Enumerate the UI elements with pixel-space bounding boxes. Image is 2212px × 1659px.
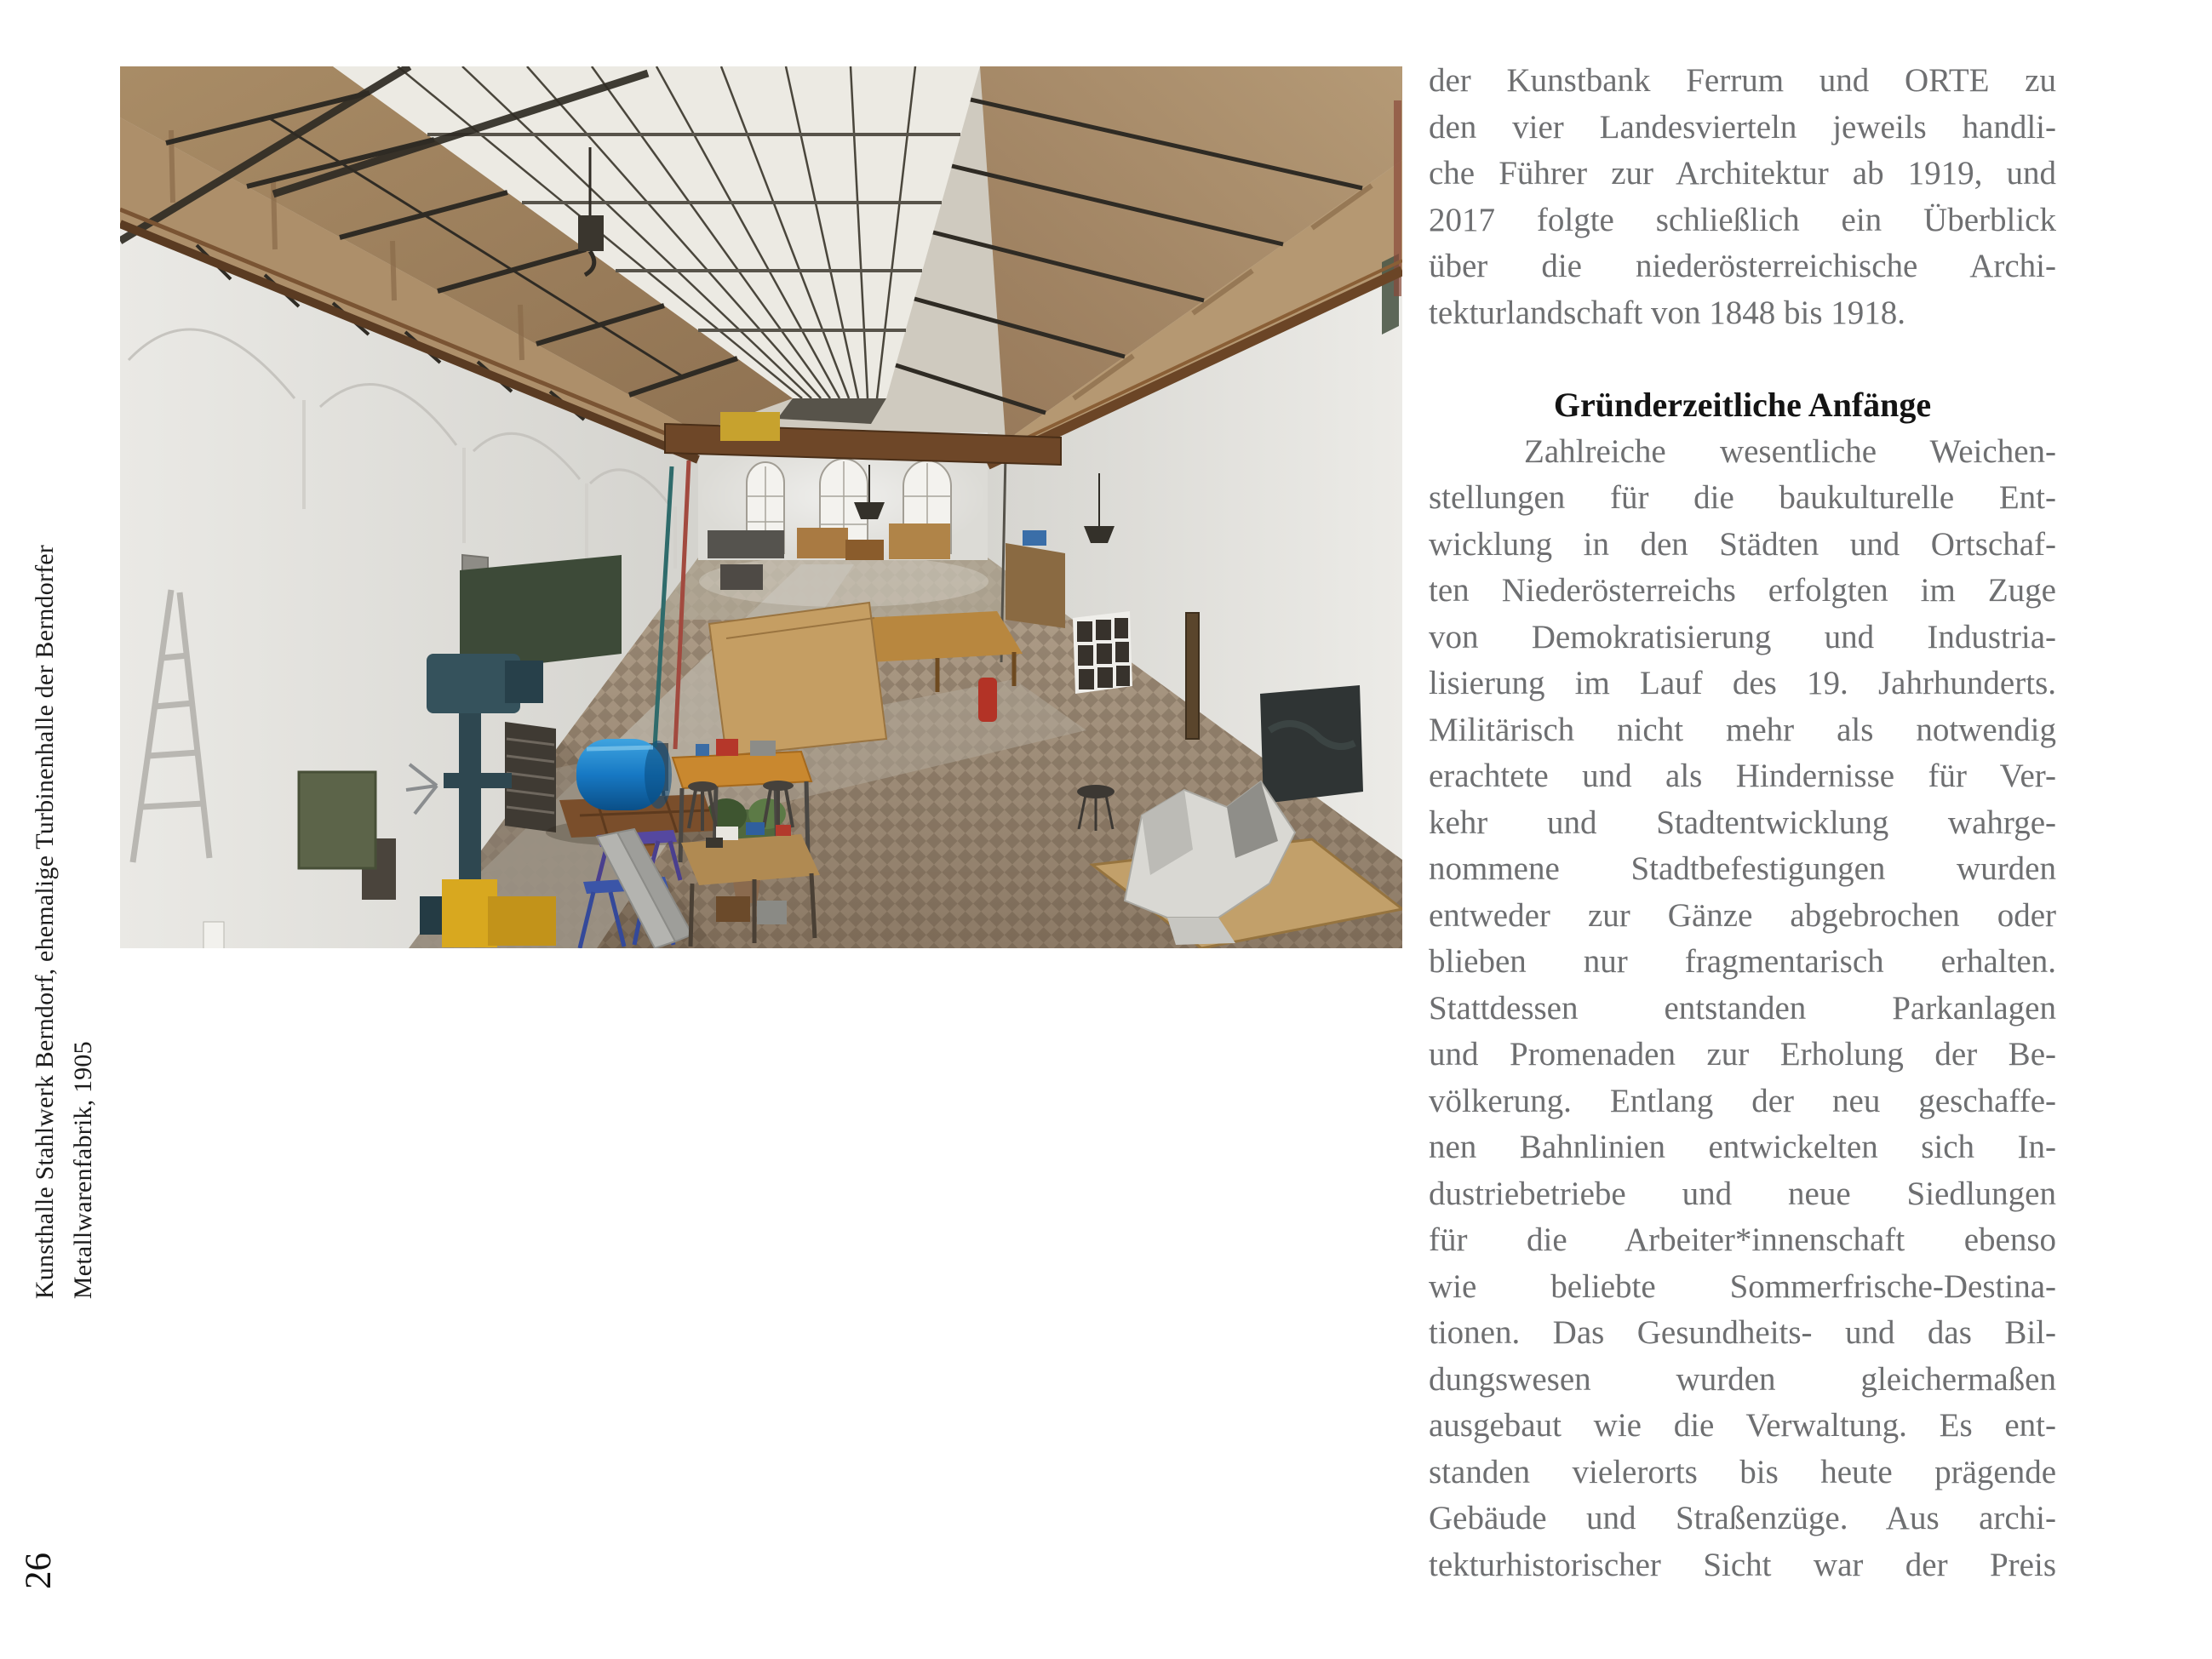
body-text-line: standen vielerorts bis heute prägende xyxy=(1429,1453,2056,1490)
body-text-line: dungswesen wurden gleichermaßen xyxy=(1429,1360,2056,1398)
grid-artwork xyxy=(1073,611,1132,694)
body-text-line: tekturlandschaft von 1848 bis 1918. xyxy=(1429,294,1905,331)
body-text-line: tionen. Das Gesundheits- und das Bil- xyxy=(1429,1314,2056,1351)
body-text-line: dustriebetriebe und neue Siedlungen xyxy=(1429,1175,2056,1212)
photo-center-objects xyxy=(546,739,820,948)
page-number: 26 xyxy=(19,1553,59,1589)
body-text-line: lisierung im Lauf des 19. Jahrhunderts. xyxy=(1429,665,2056,701)
body-text-line: der Kunstbank Ferrum und ORTE zu xyxy=(1429,62,2056,99)
section-heading: Gründerzeitliche Anfänge xyxy=(1553,386,1932,424)
body-text-line: entweder zur Gänze abgebrochen oder xyxy=(1429,896,2056,934)
body-text-line: und Promenaden zur Erholung der Be- xyxy=(1429,1036,2056,1073)
photo-caption-line1: Kunsthalle Stahlwerk Berndorf, ehemalige Turbinenhalle der Berndorfer xyxy=(31,545,59,1300)
body-text-line: über die niederösterreichische Archi- xyxy=(1429,248,2056,284)
body-text-line: den vier Landesvierteln jeweils handli- xyxy=(1429,108,2056,146)
article-column xyxy=(1429,58,2056,1588)
body-text-line: nommene Stadtbefestigungen wurden xyxy=(1429,850,2056,887)
body-text-line: ten Niederösterreichs erfolgten im Zuge xyxy=(1429,572,2056,609)
wall-vent-grille xyxy=(505,722,556,832)
body-text-line: Militärisch nicht mehr als notwendig xyxy=(1429,711,2056,748)
body-text-line: blieben nur fragmentarisch erhalten. xyxy=(1429,943,2056,980)
body-text-line: Stattdessen entstanden Parkanlagen xyxy=(1429,989,2056,1027)
body-text-line: stellungen für die baukulturelle Ent- xyxy=(1429,479,2056,516)
turbine-hall-illustration xyxy=(120,66,1402,948)
body-text-line: völkerung. Entlang der neu geschaffe- xyxy=(1429,1082,2056,1119)
body-text-line: von Demokratisierung und Industria- xyxy=(1429,618,2056,655)
body-text-line: für die Arbeiter*innenschaft ebenso xyxy=(1429,1221,2056,1258)
crane-trolley xyxy=(720,412,780,441)
body-text-line: erachtete und als Hindernisse für Ver- xyxy=(1429,758,2056,794)
body-text-line: 2017 folgte schließlich ein Überblick xyxy=(1429,201,2056,238)
body-text-line: tekturhistorischer Sicht war der Preis xyxy=(1429,1546,2056,1583)
body-text-line: nen Bahnlinien entwickelten sich In- xyxy=(1429,1129,2056,1165)
fire-extinguisher xyxy=(978,678,997,722)
paragraph-gap xyxy=(1429,336,2056,382)
body-text-line: Zahlreiche wesentliche Weichen- xyxy=(1524,432,2056,470)
body-text-line: wie beliebte Sommerfrische-Destina- xyxy=(1429,1267,2056,1305)
body-text-line: ausgebaut wie die Verwaltung. Es ent- xyxy=(1429,1407,2056,1444)
body-text-line: kehr und Stadtentwicklung wahrge- xyxy=(1429,804,2056,841)
turbine-hall-photo xyxy=(120,66,1402,948)
photo-caption-line2: Metallwarenfabrik, 1905 xyxy=(69,1041,97,1300)
body-text-line: che Führer zur Architektur ab 1919, und xyxy=(1429,155,2056,192)
body-text-line: Gebäude und Straßenzüge. Aus archi- xyxy=(1429,1500,2056,1536)
body-text-line: wicklung in den Städten und Ortschaf- xyxy=(1429,525,2056,563)
photo-caption xyxy=(26,545,780,1300)
